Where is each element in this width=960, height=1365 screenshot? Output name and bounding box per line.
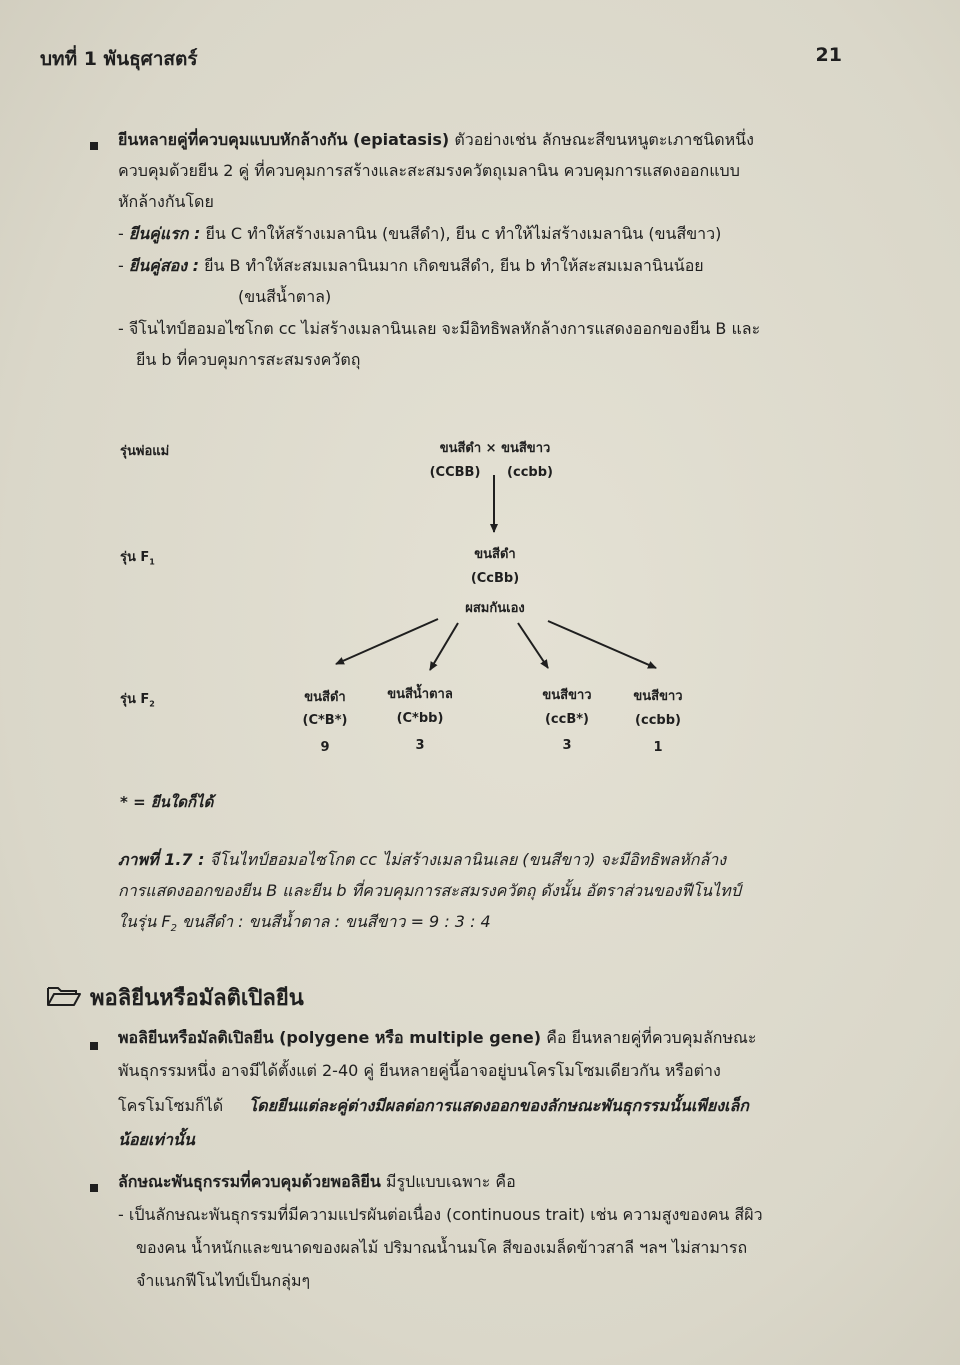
f2-genotype-1: (C*B*) bbox=[302, 713, 348, 728]
epistasis-pair-1: - ยีนคู่แรก : ยีน C ทำให้สร้างเมลานิน (ขนสีดำ), ยีน c ทำให้ไม่สร้างเมลานิน (ขนสีขาว) bbox=[118, 224, 722, 243]
arrow-f1-to-white-1 bbox=[518, 623, 548, 668]
f2-ratio-4: 1 bbox=[653, 740, 663, 755]
f2-ratio-1: 9 bbox=[320, 740, 330, 755]
polygene-line-2: พันธุกรรมหนึ่ง อาจมีได้ตั้งแต่ 2-40 คู่ ยีนหลายคู่นี้อาจอยู่บนโครโมโซมเดียวกัน หรือต่าง bbox=[118, 1061, 721, 1080]
section-title: พอลิยีนหรือมัลติเปิลยีน bbox=[90, 986, 304, 1011]
epistasis-line-3: หักล้างกันโดย bbox=[118, 192, 214, 211]
epistasis-line-1: ยีนหลายคู่ที่ควบคุมแบบหักล้างกัน (epiatasis) ตัวอย่างเช่น ลักษณะสีขนหนูตะเภาชนิดหนึ่ง bbox=[118, 130, 754, 149]
diagram-footnote: * = ยีนใดก็ได้ bbox=[120, 793, 214, 811]
caption-line-2: การแสดงออกของยีน B และยีน b ที่ควบคุมการสะสมรงควัตถุ ดังนั้น อัตราส่วนของฟีโนไทป์ bbox=[118, 881, 741, 900]
polygene-line-1: พอลิยีนหรือมัลติเปิลยีน (polygene หรือ multiple gene) คือ ยีนหลายคู่ที่ควบคุมลักษณะ bbox=[118, 1028, 757, 1047]
arrow-f1-to-brown bbox=[430, 623, 458, 670]
f2-phenotype-1: ขนสีดำ bbox=[304, 690, 346, 705]
traits-line-1: ลักษณะพันธุกรรมที่ควบคุมด้วยพอลิยีน มีรูปแบบเฉพาะ คือ bbox=[118, 1172, 516, 1191]
epistasis-note-1: - จีโนไทป์ฮอมอไซโกต cc ไม่สร้างเมลานินเลย จะมีอิทธิพลหักล้างการแสดงออกของยีน B และ bbox=[118, 319, 761, 338]
f2-ratio-2: 3 bbox=[415, 738, 425, 753]
dash: - bbox=[118, 1205, 129, 1224]
f2-phenotype-2: ขนสีน้ำตาล bbox=[387, 687, 453, 702]
polygene-line-3: โครโมโซมก็ได้ โดยยีนแต่ละคู่ต่างมีผลต่อการแสดงออกของลักษณะพันธุกรรมนั้นเพียงเล็ก bbox=[118, 1096, 749, 1115]
epistasis-pair-2-cont: (ขนสีน้ำตาล) bbox=[238, 287, 332, 306]
f2-genotype-2: (C*bb) bbox=[396, 711, 444, 726]
f2-phenotype-4: ขนสีขาว bbox=[633, 689, 683, 704]
epistasis-line-2: ควบคุมด้วยยีน 2 คู่ ที่ควบคุมการสร้างและสะสมรงควัตถุเมลานิน ควบคุมการแสดงออกแบบ bbox=[118, 161, 740, 180]
f2-genotype-4: (ccbb) bbox=[635, 713, 681, 728]
polygene-line-4: น้อยเท่านั้น bbox=[118, 1130, 195, 1149]
f2-phenotype-3: ขนสีขาว bbox=[542, 688, 592, 703]
epistasis-note-2: ยีน b ที่ควบคุมการสะสมรงควัตถุ bbox=[136, 350, 361, 369]
dash: - bbox=[118, 256, 129, 275]
traits-detail-1: - เป็นลักษณะพันธุกรรมที่มีความแปรผันต่อเนื่อง (continuous trait) เช่น ความสูงของคน สีผิว bbox=[118, 1205, 763, 1224]
parent-genotype-right: (ccbb) bbox=[507, 465, 553, 480]
caption-line-3: ในรุ่น $F_2$ ขนสีดำ : ขนสีน้ำตาล : ขนสีขาว = 9 : 3 : 4 bbox=[118, 912, 491, 935]
arrow-f1-to-white-2 bbox=[548, 621, 656, 668]
f2-genotype-3: (ccB*) bbox=[544, 712, 589, 727]
bullet-traits bbox=[90, 1184, 98, 1192]
parent-genotype-left: (CCBB) bbox=[429, 465, 481, 480]
dash: - bbox=[118, 319, 129, 338]
folder-icon bbox=[46, 984, 82, 1008]
arrow-f1-to-black bbox=[336, 619, 438, 664]
f1-generation-label: รุ่น $F_1$ bbox=[120, 550, 155, 567]
dash: - bbox=[118, 224, 129, 243]
f1-self-cross: ผสมกันเอง bbox=[465, 601, 525, 616]
f1-genotype: (CcBb) bbox=[470, 571, 520, 586]
page-number: 21 bbox=[815, 44, 842, 66]
parent-generation-label: รุ่นพ่อแม่ bbox=[120, 444, 170, 459]
traits-detail-3: จำแนกฟีโนไทป์เป็นกลุ่มๆ bbox=[136, 1271, 311, 1290]
bullet-polygene bbox=[90, 1042, 98, 1050]
traits-detail-2: ของคน น้ำหนักและขนาดของผลไม้ ปริมาณน้ำนมโค สีของเมล็ดข้าวสาลี ฯลฯ ไม่สามารถ bbox=[136, 1238, 748, 1257]
f2-generation-label: รุ่น $F_2$ bbox=[120, 692, 155, 709]
parent-cross: ขนสีดำ × ขนสีขาว bbox=[439, 441, 551, 456]
caption-line-1: ภาพที่ 1.7 : จีโนไทป์ฮอมอไซโกต cc ไม่สร้างเมลานินเลย (ขนสีขาว) จะมีอิทธิพลหักล้าง bbox=[118, 850, 727, 869]
f1-phenotype: ขนสีดำ bbox=[474, 547, 516, 562]
chapter-title: บทที่ 1 พันธุศาสตร์ bbox=[40, 48, 198, 70]
f2-ratio-3: 3 bbox=[562, 738, 572, 753]
epistasis-pair-2: - ยีนคู่สอง : ยีน B ทำให้สะสมเมลานินมาก เกิดขนสีดำ, ยีน b ทำให้สะสมเมลานินน้อย bbox=[118, 256, 704, 275]
